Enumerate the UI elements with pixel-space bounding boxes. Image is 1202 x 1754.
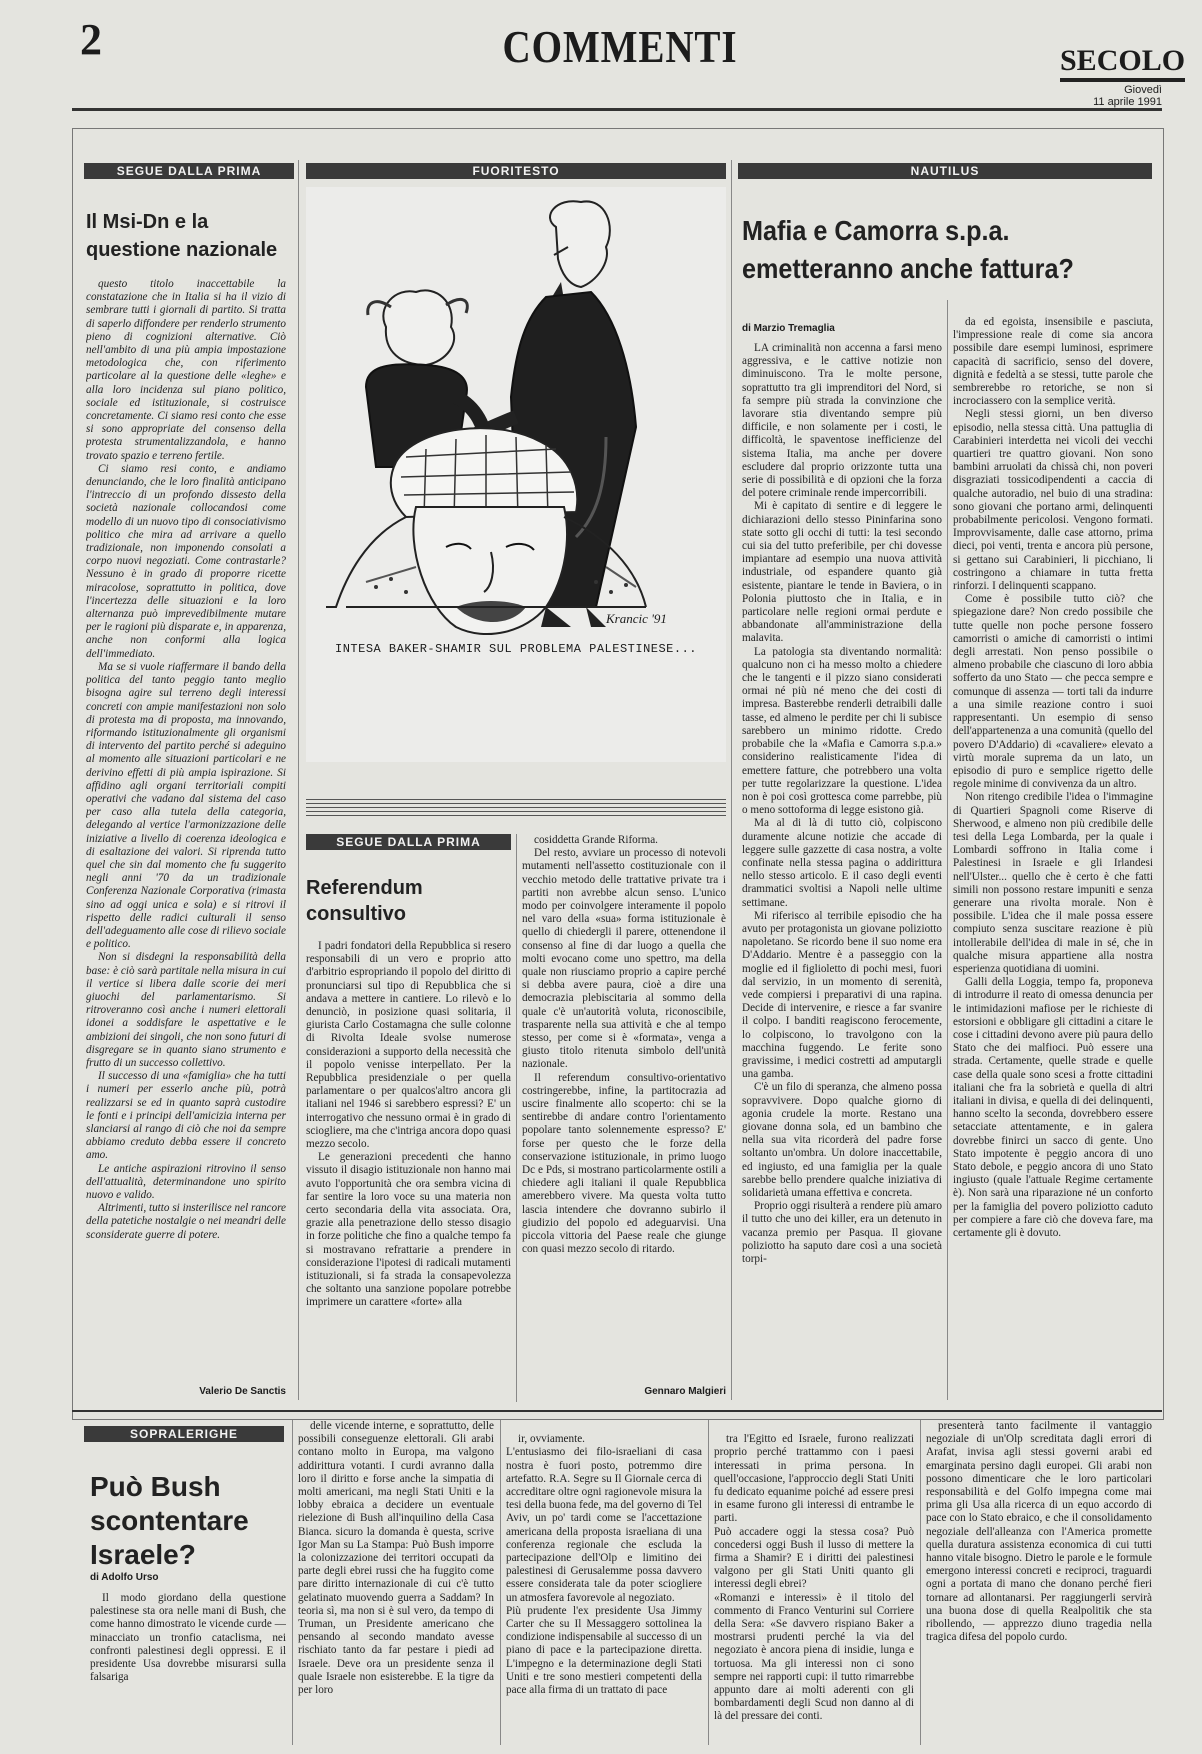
- article-body-referendum-cont: [522, 834, 726, 1374]
- signature: Gennaro Malgieri: [644, 1386, 726, 1397]
- paragraph: Negli stessi giorni, un ben diverso episodio, nella stessa città. Una pattuglia di Carabinieri interdetta nei vicoli dei vecchi quartieri tre quattro giovani. Non sono bambini arruolati da chissà chi, non poveri disgraziati tossicodipendenti a caccia di qualche autoradio, nel buio di una stradina: sono giovani che portano armi, delinquenti probabilmente pericolosi. Vengono formati. Improvvisamente, dalle case attorno, prima dieci, poi venti, trenta e ancora più persone, si gettano sui Carabinieri, li picchiano, li costringono a chiamare in tutta fretta rinforzi. I delinquenti scappano.: [953, 408, 1153, 593]
- paragraph: da ed egoista, insensibile e pasciuta, l'impressione reale di come sia ancora possibile dare esempi luminosi, esprimere capacità di sacrificio, senso del dovere, dignità e fedeltà a se stessi, tutte parole che sembrerebbe ro retoriche, se non si incrociassero con la semplice verità.: [953, 316, 1153, 408]
- section-bar-segue-2: SEGUE DALLA PRIMA: [306, 834, 511, 850]
- column-divider: [947, 300, 948, 1400]
- paragraph: Non si disdegni la responsabilità della base: è ciò sarà partitale nella misura in cui il vertice si libera dalle scorie dei meri giuochi del parlamentarismo. Si ritroveranno così anche i numeri elettorali idonei a soddisfare le aspettative e le ambizioni dei singoli, che non sono futuri di disgregare se in quanto siano strumento e frutto di un successo collettivo.: [86, 951, 286, 1069]
- byline: di Marzio Tremaglia: [742, 323, 835, 334]
- column-divider: [920, 1420, 921, 1745]
- paragraph: Galli della Loggia, tempo fa, proponeva di introdurre il reato di omessa denuncia per le intimidazioni mafiose per le richieste di estorsioni e obbligare gli cittadini a citare le cose i cittadini devono avere più paura dello Stato che dei malfioci. Può essere una strada. Certamente, quelle strade e quelle case della quale sono scesi a frotte cittadini italiani che fra la sobrietà e quella di altri italiani in divisa, e quella di dei delinquenti, hanno scelto la seconda, dovrebbero essere setacciate attentamente, e in galera dovrebbe finirci un sacco di gente. Uno Stato impotente è peggio ancora di uno Stato debole, e peggio ancora di uno Stato ingiusto (quale l'attuale Regime certamente è). Non sarà una riparazione né un conforto per la famiglia del povero poliziotto caduto per compiere a fare ciò che doveva fare, ma certamente gli è dovuto.: [953, 976, 1153, 1240]
- paragraph: questo titolo inaccettabile la constatazione che in Italia si ha il vizio di sembrare tutti i giornali di partito. Si tratta di saperlo diffondere per renderlo strumento pieno di cognizioni alternative. Ciò nell'ambito di una più ampia impostazione metodologica che, con riferimento particolare al la questione delle «leghe» e alla loro incidenza sul piano politico, sociale ed istituzionale, si costruisce concretamente. Ci siamo resi conto che esse si sono appropriate del consenso della protesta strumentalizzandola, e hanno trovato spazio e terreno fertile.: [86, 278, 286, 462]
- section-bar-sopralerighe: SOPRALERIGHE: [84, 1426, 284, 1442]
- article-headline-referendum: Referendum consultivo: [306, 877, 423, 925]
- section-bar-nautilus: NAUTILUS: [738, 163, 1152, 179]
- section-bar-segue: SEGUE DALLA PRIMA: [84, 163, 294, 179]
- paragraph: Le antiche aspirazioni ritrovino il senso dell'attualità, determinandone uno spirito nuovo e valido.: [86, 1162, 286, 1202]
- article-headline-msi: Il Msi-Dn e la questione nazionale: [86, 211, 278, 261]
- cartoon-artist-signature: Krancic '91: [606, 611, 667, 626]
- article-body-msi: [86, 278, 286, 1373]
- paragraph: C'è un filo di speranza, che almeno possa sopravvivere. Dopo qualche giorno di agonia crudele la morte. Restano una giovane donna sola, ed un bambino che nella sua vita ricorderà del padre forse soltanto un'ombra. Un dolore inaccettabile, ed ingiusto, ed una famiglia per la quale sarebbe bello prendere qualche iniziativa di solidarietà umana effettiva e concreta.: [742, 1081, 942, 1199]
- article-headline-bush: Può Bush scontentare Israele?: [90, 1471, 249, 1570]
- paragraph: Altrimenti, tutto si insterilisce nel rancore della patetiche nostalgie o nei meandri delle sconsiderate guerre di potere.: [86, 1202, 286, 1241]
- paragraph: Non ritengo credibile l'idea o l'immagine di Quartieri Spagnoli come Riserve di Sherwood, e almeno non più credibile delle tesi della Lega Lombarda, per la quale i Lombardi soffrono in Italia come i Palestinesi in Israele e gli Irlandesi nell'Ulster... quello che è certo è che fatti simili non possono restare impuniti e senza generare una rivolta morale. Non è possibile. L'idea che il male possa essere compiuto senza suscitare reazione è più intollerabile dell'idea di male in sé, che in qualche misura appartiene alla nostra esperienza quotidiana di uomini.: [953, 791, 1153, 975]
- signature: Valerio De Sanctis: [199, 1386, 286, 1397]
- article-body-mafia-cont: [953, 316, 1153, 1400]
- article-body-bush-1: [90, 1592, 286, 1742]
- paragraph: Proprio oggi risulterà a rendere più amaro il tutto che uno dei killer, era un detenuto in vacanza premio per Pasqua. Il giovane poliziotto ha saputo dare così a una società torpi-: [742, 1200, 942, 1266]
- date-full: 11 aprile 1991: [1093, 96, 1162, 108]
- column-divider: [516, 834, 517, 1402]
- dateline: [1082, 84, 1162, 108]
- paragraph: Del resto, avviare un processo di notevoli mutamenti nell'assetto costituzionale con il vecchio metodo delle trattative private tra i partiti non avrebbe alcun senso. L'unico modo per coinvolgere interamente il popolo nel varo della «sua» forma istituzionale è quello di chiedergli il parere, ottenendone il consenso al fine di dar luogo a quella che molti evocano come uno spettro, ma della quale non riusciamo proprio a capire perché si debba avere paura, cioè a dire una democrazia plebiscitaria al sommo della quale c'è un'autorità voluta, riconoscibile, trasparente nella sua attività e che al tempo stesso, per come si è «formata», venga a giusto titolo ritenuta simbolo dell'unità nazionale.: [522, 847, 726, 1071]
- bottom-rule: [72, 1410, 1162, 1412]
- date-day: Giovedì: [1124, 84, 1162, 96]
- header-rule: [72, 108, 1162, 111]
- article-body-bush-5: [926, 1420, 1152, 1744]
- paragraph: Ci siamo resi conto, e andiamo denunciando, che le loro finalità anticipano l'intreccio di un profondo dissesto della società nazionale collocandosi come modello di un nuovo tipo di consociativismo politico che mira ad arrivare a quello tradizionale, non imponendo consolati a corpo nuovi negoziati. Come contrastarle? Nessuno è in grado di proporre ricette miracolose, soprattutto in politica, dove l'incertezza delle situazioni e la loro alternanza può imprevedibilmente mutare per le ragioni più disparate e, in apparenza, anche non conformi alla logica dell'immediato.: [86, 462, 286, 660]
- article-body-bush-3: [506, 1420, 702, 1744]
- paragraph: Mi riferisco al terribile episodio che ha avuto per protagonista un giovane poliziotto napoletano. Se ricordo bene il suo nome era D'Addario. Mentre è a passeggio con la moglie ed il figlioletto di pochi mesi, fuori dal servizio, in un momento di serenità, vede compiersi i preparativi di una rapina. Decide di intervenire, e riesce a far svanire il colpo. I banditi reagiscono ferocemente, lo colpiscono, lo travolgono con la macchina fuggendo. Le ferite sono gravissime, i medici costretti ad amputargli una gamba.: [742, 909, 942, 1081]
- paragraph: Le generazioni precedenti che hanno vissuto il disagio istituzionale non hanno mai avuto l'opportunità che ora sembra vicina di far sentire la loro voce su una materia non certo secondaria della vita associata. Ora, grazie alla penetrazione dello stesso disagio in forze politiche che fino a qualche tempo fa si mostravano refrattarie a prendere in considerazione l'ipotesi di radicali mutamenti istituzionali, si fa strada la consapevolezza che soltanto una sanzione popolare potrebbe imprimere un carattere «forte» alla: [306, 1151, 511, 1309]
- section-bar-fuoritesto: FUORITESTO: [306, 163, 726, 179]
- article-body-bush-4: [714, 1420, 914, 1744]
- byline: di Adolfo Urso: [90, 1572, 159, 1583]
- paragraph: delle vicende interne, e soprattutto, delle possibili conseguenze elettorali. Gli arabi contano molto in Europa, ma valgono addirittura votanti. I curdi avranno dalla loro il diritto e forse anche la simpatia di molti americani, ma negli Stati Uniti e la lobby ebraica a decidere un eventuale rielezione di Bush all'inquilino della Casa Bianca. sicuro la domanda è questa, scrive Igor Man su La Stampa: Può Bush imporre la colonizzazione dei territori occupati da parte degli ebrei russi che ha fuggito come pare diritto internazionale di cui c'è tutto gelatinato muovendo guerra a Saddam? In teoria sì, ma non si è sul vero, da tempo di Truman, un Presidente americano che pensando al secondo mandato avesse rischiato tanto da far pestare i piedi ad Israele. Deve ora un presidente senza il quale Israele non esisterebbe. E la tigre da per loro: [298, 1420, 494, 1697]
- column-divider: [500, 1420, 501, 1745]
- column-divider: [731, 160, 732, 1400]
- masthead-logo: SECOLO: [1060, 44, 1185, 82]
- paragraph: Il referendum consultivo-orientativo costringerebbe, infine, la partitocrazia ad uscire finalmente allo scoperto: chi se la sentirebbe di andare contro l'orientamento popolare tanto solennemente espresso? E' forse per questo che le forze della conservazione istituzionale, in primo luogo Dc e Pds, si mostrano particolarmente ostili a chiedere agli italiani il quale Repubblica amerebbero vivere. Ma questa volta tutto lascia intendere che dovranno subirlo il giudizio del popolo ed adeguarvisi. Una piccola vittoria del Paese reale che giunge con quasi mezzo secolo di ritardo.: [522, 1071, 726, 1256]
- paragraph: cosiddetta Grande Riforma.: [534, 834, 658, 846]
- cartoon-drawing: [306, 187, 726, 762]
- paragraph: LA criminalità non accenna a farsi meno aggressiva, e le cattive notizie non diminuiscono. Tra le molte persone, soprattutto tra gli imprenditori del Nord, si fa sempre più strada la convinzione che lavorare stia diventando sempre più difficile, e non solamente per i costi, le difficoltà, le spaventose inefficienze del sistema Italia, ma anche per dovere escludere dal proprio orizzonte tutta una serie di possibilità e di opzioni che la forza del potere criminale rende impercorribili.: [742, 342, 942, 500]
- paragraph: Come è possibile tutto ciò? che spiegazione dare? Non credo possibile che tutte quelle non poche persone fossero camorristi o amiche di camorristi o intimi degli arrestati. Non penso possibile o almeno probabile che ciascuno di loro abbia sofferto da uno Stato — che pecca sempre e comunque di assenza — torti tali da indurre a una simile reazione contro i suoi rappresentanti. Un esempio di senso dell'appartenenza a una comunità (quello del povero D'Addario) di «cavaliere» elevato a virtù morale suprema da un lato, un episodio di puro e semplice rigetto delle regole minime di convivenza da un altro.: [953, 593, 1153, 791]
- paragraph: Mi è capitato di sentire e di leggere le dichiarazioni dello stesso Pininfarina sono state sotto gli occhi di tutti: la tesi secondo cui sia del tutto preferibile, per chi dovesse impiantare ad esempio una nuova attività industriale, od espandere quanto già esistente, piantare le tende in Baviera, o in Polonia piuttosto che in Italia, e in particolare nelle regioni ormai perdute e abbandonate all'amministrazione della malavita.: [742, 500, 942, 645]
- column-divider: [298, 160, 299, 1400]
- paragraph: Il modo giordano della questione palestinese sta ora nelle mani di Bush, che come hanno dimostrato le vicende curde — minacciato un tronfio cataclisma, nei confronti palestinesi degli oppressi. E il presidente Usa dovrebbe misurarsi sulla falsariga: [90, 1592, 286, 1684]
- article-body-bush-2: [298, 1420, 494, 1744]
- article-body-mafia: [742, 342, 942, 1400]
- paragraph: ir, ovviamente. L'entusiasmo dei filo-israeliani di casa nostra è fuori posto, potremmo dire artefatto. R.A. Segre su Il Giornale cerca di accreditare oltre ogni ragionevole misura la tesi della buona fede, ma del governo di Tel Aviv, un po' tardi come se l'accettazione americana della proposta israeliana di una conferenza regionale che escluda la partecipazione dell'Olp e limitino dei palestinesi di Gerusalemme possa davvero essere considerata tale da poter sciogliere un atmosfera favorevole al negoziato. Più prudente l'ex presidente Usa Jimmy Carter che su Il Messaggero sottolinea la condizione indispensabile al successo di un piano di pace e la partecipazione diretta. L'impegno e la determinazione degli Stati Uniti e tre sono mestieri competenti della pace alla firma di un trattato di pace: [506, 1433, 702, 1697]
- paragraph: tra l'Egitto ed Israele, furono realizzati proprio perché trattammo con i paesi interessati in prima persona. In quell'occasione, l'approccio degli Stati Uniti fu dedicato equanime poiché ad essere presi in esame furono gli interessi di entrambe le parti. Può accadere oggi la stessa cosa? Può concedersi oggi Bush il lusso di mettere la firma a Shamir? E i diritti dei palestinesi valgono per gli Stati Uniti quanto gli interessi degli ebrei? «Romanzi e interessi» è il titolo del commento di Franco Venturini sul Corriere della Sera: «Se davvero rispiano Baker a mostrarsi prudenti perché la via del negoziato è ancora piena di insidie, lunga e tortuosa. Ma gli interessi non ci sono sempre nei rapporti cupi: il tutto rimarrebbe appunto dare ai molti aderenti con gli bombardamenti degli Scud non danno al di là del pressare dei conti.: [714, 1433, 914, 1723]
- paragraph: Ma al di là di tutto ciò, colpiscono duramente alcune notizie che accade di leggere sulle gazzette di casa nostra, a volte confinate nella stessa pagina o addirittura nello stesso articolo. E il caso degli eventi drammatici svoltisi a Napoli nelle ultime settimane.: [742, 817, 942, 909]
- page-number: 2: [80, 15, 102, 64]
- paragraph: presenterà tanto facilmente il vantaggio negoziale di un'Olp screditata dagli errori di Arafat, invisa agli stessi governi arabi ed emarginata persino dagli europei. Gli arabi non possono dimenticare che le loro particolari responsabilità e del Golfo impegna come mai prima gli Usa alla ricerca di un equo accordo di pace con lo Stato ebraico, e che il consolidamento negoziale dell'alleanza con l'America promette quella duratura assistenza economica di cui tutti hanno vitale bisogno. Dietro le parole e le formule emergono interessi concreti e reciproci, traguardi ogni a portata di mano che donano perché fieri tornare ad allontanarsi. Per raggiungerli servirà una buona dose di quella Realpolitik che sta ribollendo, — apprezzo diuno tragedia nella tragica difesa del popolo curdo.: [926, 1420, 1152, 1644]
- column-divider: [708, 1420, 709, 1745]
- separator-hatch: [306, 796, 726, 816]
- cartoon-caption: INTESA BAKER-SHAMIR SUL PROBLEMA PALESTINESE...: [335, 642, 697, 656]
- column-divider: [292, 1420, 293, 1745]
- paragraph: I padri fondatori della Repubblica si resero responsabili di un vero e proprio atto d'arbitrio espropriando il popolo del diritto di pronunciarsi sul tipo di Repubblica che si andava a mettere in cantiere. Lo rilevò e lo denunciò, in posizione quasi solitaria, il giurista Carlo Costamagna che sulle colonne di Rivolta Ideale svolse numerose considerazioni a supporto della necessità che il popolo venisse interpellato. Per la Repubblica presidenziale o per quella parlamentare o per qualcos'altro ancora gli italiani nel 1946 si sarebbero espressi? E' un interrogativo che nessuno ormai è in grado di sciogliere, ma che c'intriga ancora dopo quasi mezzo secolo.: [306, 940, 511, 1151]
- paragraph: Ma se si vuole riaffermare il bando della politica del tanto peggio tanto meglio bisogna agire sul terreno degli interessi concreti con ampie manifestazioni non solo di protesta ma di proposta, ma innovando, riformando istituzionalmente gli organismi di intervento del partito perché si adeguino al momento alle situazioni particolari e ne derivino effetti di più ampia ispirazione. Si affidino agli organi territoriali compiti operativi che vadano dal sistema del caso per caso alla tutela della categoria, delegando al vertice l'armonizzazione delle iniziative a livello di coerenza ideologica e di esaltazione dei valori. Si riprenda tutto quel che sin dal momento che fu suggerito negli anni '70 da un tradizionale Conferenza Nazionale Corporativa (rimasta sino ad oggi unica e sola) e si ritrovi il rispetto delle radici culturali il senso dell'adeguamento alle cose di rilievo sociale e politico.: [86, 660, 286, 951]
- article-body-referendum: [306, 940, 511, 1402]
- paragraph: La patologia sta diventando normalità: qualcuno non ci ha messo molto a chiedere che le tangenti e il pizzo siano considerati ormai né più né meno che dei costi di impresa. Basterebbe renderli detraibili dalle tasse, ed almeno le perdite per chi li subisce sarebbero un minimo ridotte. Credo probabile che la «Mafia e Camorra s.p.a.» considerino realisticamente l'idea di emettere fatture, che potrebbero una volta per tutte regolarizzare la questione. L'idea non è poi così grottesca come parrebbe, più o meno sottoforma di legge esistono già.: [742, 645, 942, 817]
- section-title: COMMENTI: [502, 21, 738, 72]
- article-headline-mafia: Mafia e Camorra s.p.a. emetteranno anche fattura?: [742, 215, 1074, 284]
- editorial-cartoon: [306, 187, 726, 762]
- paragraph: Il successo di una «famiglia» che ha tutti i numeri per esserlo anche più, potrà realizzarsi se ed in quanto saprà custodire le fonti e i principi dell'amicizia interna per slanciarsi al rango di ciò che noi da sempre abbiamo creduto debba essere il concreto amo.: [86, 1070, 286, 1162]
